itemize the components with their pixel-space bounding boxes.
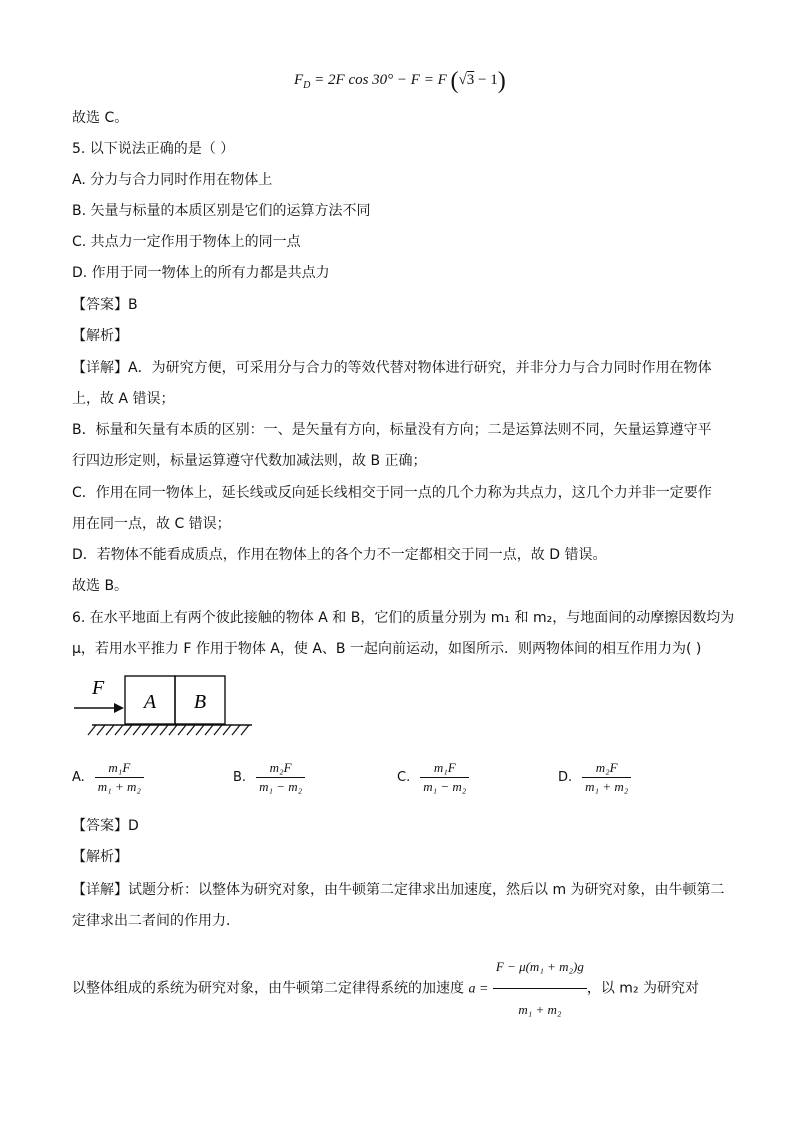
q5-detail-line: B．标量和矢量有本质的区别：一、是矢量有方向，标量没有方向；二是运算法则不同，矢量运算遵守平	[72, 422, 712, 438]
accel-text-pre: 以整体组成的系统为研究对象，由牛顿第二定律得系统的加速度	[72, 980, 464, 997]
hatch-mark	[115, 725, 123, 735]
q6-detail-line: 【详解】试题分析：以整体为研究对象，由牛顿第二定律求出加速度，然后以 m 为研究对象，由牛顿第二	[72, 882, 725, 898]
option-fraction	[582, 760, 631, 795]
hatch-mark	[124, 725, 132, 735]
option-label: C.	[397, 770, 411, 785]
force-label: F	[92, 677, 105, 699]
q5-analysis-heading: 【解析】	[72, 328, 128, 344]
q5-detail-line: 用在同一点，故 C 错误；	[72, 516, 231, 532]
q5-detail-line: 行四边形定则，标量运算遵守代数加减法则，故 B 正确；	[72, 453, 427, 469]
paren-close: )	[497, 68, 506, 94]
hatch-mark	[133, 725, 141, 735]
sqrt-sign: √	[458, 72, 467, 88]
option-label: A.	[72, 770, 85, 785]
fraction-denominator: m₁ − m₂	[423, 779, 467, 794]
q6-option-d	[558, 760, 631, 795]
hatch-mark	[160, 725, 168, 735]
hatch-mark	[223, 725, 231, 735]
fraction-denominator: m₁ + m₂	[585, 779, 629, 794]
formula-lhs: F	[294, 72, 304, 88]
q5-option-d: D. 作用于同一物体上的所有力都是共点力	[72, 265, 330, 281]
q6-detail-accel-line	[72, 947, 699, 1030]
fraction-numerator: m₁F	[420, 760, 469, 778]
q5-answer: 【答案】B	[72, 297, 138, 313]
accel-fraction	[493, 947, 587, 1030]
q5-detail-line: 上，故 A 错误；	[72, 391, 175, 407]
q5-detail-line: C．作用在同一物体上，延长线或反向延长线相交于同一点的几个力称为共点力，这几个力并非一定要作	[72, 485, 712, 501]
q6-option-a	[72, 760, 144, 795]
hatch-mark	[214, 725, 222, 735]
q6-option-c	[397, 760, 469, 795]
q5-option-b: B. 矢量与标量的本质区别是它们的运算方法不同	[72, 203, 371, 219]
select-b-line: 故选 B。	[72, 578, 129, 594]
fraction-denominator: m₁ + m₂	[518, 1002, 562, 1017]
option-fraction	[95, 760, 144, 795]
formula-expr: = 2F cos 30° − F = F	[314, 72, 447, 88]
force-arrow-head	[114, 703, 124, 713]
hatch-mark	[106, 725, 114, 735]
hatch-mark	[142, 725, 150, 735]
paren-open: (	[450, 68, 459, 94]
block-a-label: A	[143, 691, 157, 713]
block-b-label: B	[193, 691, 207, 713]
formula-fd	[294, 68, 506, 95]
q5-option-c: C. 共点力一定作用于物体上的同一点	[72, 234, 301, 250]
blocks-figure	[72, 672, 262, 742]
fraction-denominator: m₁ + m₂	[97, 779, 141, 794]
hatch-mark	[187, 725, 195, 735]
q5-option-a: A. 分力与合力同时作用在物体上	[72, 172, 273, 188]
sqrt-radicand: 3	[466, 72, 475, 88]
q6-option-b	[233, 760, 305, 795]
hatch-mark	[196, 725, 204, 735]
q5-detail-line: 【详解】A．为研究方便，可采用分与合力的等效代替对物体进行研究，并非分力与合力同时作用在物体	[72, 360, 712, 376]
q6-stem-line: 6. 在水平地面上有两个彼此接触的物体 A 和 B，它们的质量分别为 m₁ 和 m₂，与地面间的动摩擦因数均为	[72, 610, 735, 626]
fraction-denominator: m₁ − m₂	[259, 779, 303, 794]
formula-tail: − 1	[478, 72, 498, 88]
option-fraction	[420, 760, 469, 795]
q6-answer: 【答案】D	[72, 818, 139, 834]
hatch-mark	[232, 725, 240, 735]
hatch-mark	[88, 725, 96, 735]
hatch-mark	[151, 725, 159, 735]
select-c-line: 故选 C。	[72, 110, 129, 126]
hatch-mark	[241, 725, 249, 735]
ground-hatching	[88, 725, 249, 735]
formula-lhs-sub: D	[303, 80, 311, 91]
accel-text-post: ，以 m₂ 为研究对	[586, 980, 700, 997]
hatch-mark	[169, 725, 177, 735]
hatch-mark	[178, 725, 186, 735]
fraction-numerator: m₁F	[95, 760, 144, 778]
hatch-mark	[205, 725, 213, 735]
q6-detail-line: 定律求出二者间的作用力．	[72, 913, 240, 929]
option-label: D.	[558, 770, 573, 785]
fraction-numerator: m₂F	[256, 760, 305, 778]
q6-stem-line: μ，若用水平推力 F 作用于物体 A，使 A、B 一起向前运动，如图所示．则两物体间的相互作用力为( )	[72, 641, 702, 657]
hatch-mark	[97, 725, 105, 735]
q5-detail-line: D．若物体不能看成质点，作用在物体上的各个力不一定都相交于同一点，故 D 错误。	[72, 547, 607, 563]
option-fraction	[256, 760, 305, 795]
fraction-numerator: m₂F	[582, 760, 631, 778]
q5-stem: 5. 以下说法正确的是（ ）	[72, 141, 235, 157]
fraction-numerator: F − μ(m₁ + m₂)g	[493, 947, 587, 989]
accel-lhs: a =	[468, 981, 489, 997]
q6-analysis-heading: 【解析】	[72, 849, 128, 865]
option-label: B.	[233, 770, 247, 785]
